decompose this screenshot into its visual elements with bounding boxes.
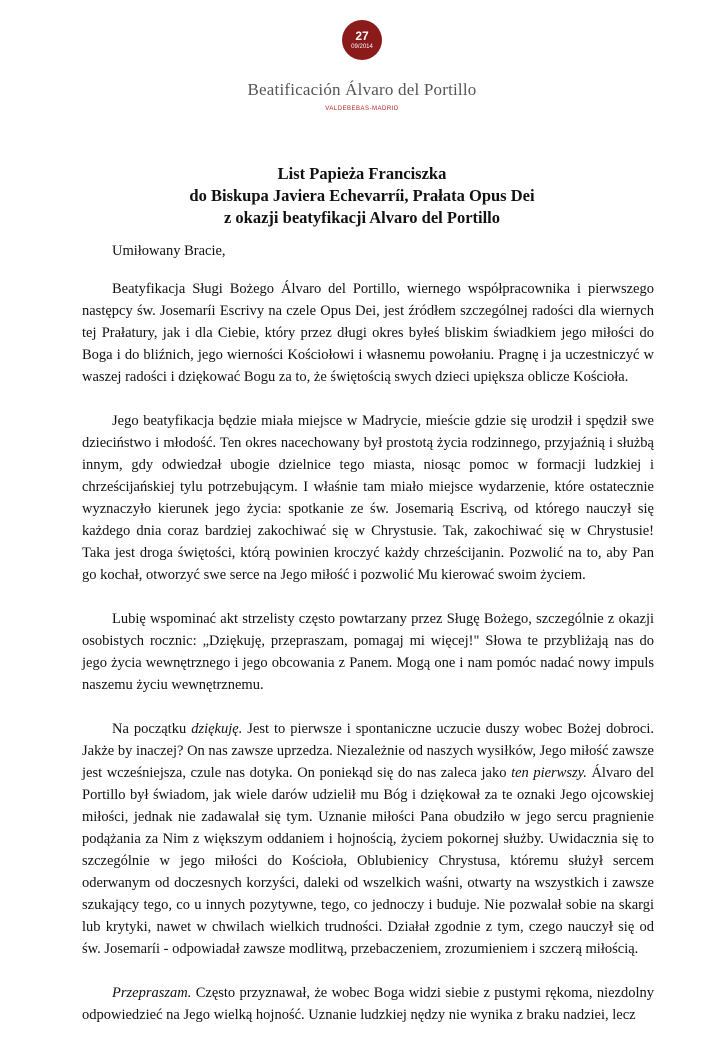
paragraph-1: Beatyfikacja Sługi Bożego Álvaro del Portillo, wiernego współpracownika i pierwszego następcy św. Josemaríi Escrivy na czele Opus Dei, jest źródłem szczególnej radości dla wiernych tej Prałatury, jak i dla Ciebie, który przez długi okres byłeś bliskim świadkiem jego miłości do Boga i do bliźnich, jego wierności Kościołowi i własnemu powołaniu. Pragnę i ja uczestniczyć w waszej radości i dziękować Bogu za to, że świętością swych dzieci upiększa oblicze Kościoła. [82, 281, 654, 385]
paragraph-4-emphasis-1: dziękuję. [191, 721, 243, 737]
paragraph-4-text-c: Álvaro del Portillo był świadom, jak wiele darów udzielił mu Bóg i dziękował za te oznaki Jego ojcowskiej miłości, jednak nie zadawalał się tym. Uznanie miłości Pana obudziło w jego sercu pragnienie podążania za Nim z większym oddaniem i hojnością, życiem pokornej służby. Uwidacznia się to szczególnie w jego miłości do Kościoła, Oblubienicy Chrystusa, któremu służył sercem oderwanym od doczesnych korzyści, daleki od wszelkich waśni, otwarty na wszystkich i zawsze szukający tego, co u innych pozytywne, tego, co jednoczy i buduje. Nie pozwalał sobie na skargi lub krytyki, nawet w chwilach wielkich trudności. Działał zgodnie z tym, czego nauczył się od św. Josemaríi - odpowiadał zawsze modlitwą, przebaczeniem, zrozumieniem i szczerą miłością. [82, 765, 654, 957]
brand-title: Beatificación Álvaro del Portillo [247, 80, 477, 99]
date-month: 09/2014 [351, 44, 373, 50]
page-header [0, 20, 724, 112]
paragraph-3: Lubię wspominać akt strzelisty często powtarzany przez Sługę Bożego, szczególnie z okazji osobistych rocznic: „Dziękuję, przepraszam, pomagaj mi więcej!" Słowa te przybliżają nas do jego życia wewnętrznego i jego obcowania z Panem. Mogą one i nam pomóc nadać nowy impuls naszemu życiu wewnętrznemu. [82, 611, 654, 693]
paragraph-2: Jego beatyfikacja będzie miała miejsce w Madrycie, mieście gdzie się urodził i spędził swe dzieciństwo i młodość. Ten okres nacechowany był prostotą życia rodzinnego, przyjaźnią i służbą innym, gdy odwiedzał ubogie dzielnice tego miasta, niosąc pomoc w formacji ludzkiej i chrześcijańskiej tylu potrzebującym. I właśnie tam miało miejsce wydarzenie, które ostatecznie wyznaczyło kierunek jego życia: spotkanie ze św. Josemarią Escrivą, od którego nauczył się każdego dnia coraz bardziej zakochiwać się w Chrystusie. Tak, zakochiwać się w Chrystusie! Taka jest droga świętości, którą powinien kroczyć każdy chrześcijanin. Pozwolić na to, aby Pan go kochał, otworzyć swe serce na Jego miłość i pozwolić Mu kierować swoim życiem. [82, 413, 654, 583]
paragraph-4-text-b: Jest to pierwsze i spontaniczne uczucie duszy wobec Bożej dobroci. Jakże by inaczej? On nas zawsze uprzedza. Niezależnie od naszych wysiłków, Jego miłość zawsze jest wcześniejsza, czule nas dotyka. On poniekąd się do nas zaleca jako [82, 721, 654, 781]
brand-subtitle: VALDEBEBAS-MADRID [325, 106, 399, 112]
salutation: Umiłowany Bracie, [112, 243, 226, 259]
paragraph-5 [82, 982, 654, 1026]
paragraph-4-text-a: Na początku [112, 721, 192, 737]
paragraph-4 [82, 718, 654, 960]
paragraph-5-text: Często przyznawał, że wobec Boga widzi siebie z pustymi rękoma, niezdolny odpowiedzieć na Jego wielką hojność. Uznanie ludzkiej nędzy nie wynika z braku nadziei, lecz [82, 985, 654, 1023]
title-line-3: z okazji beatyfikacji Alvaro del Portillo [223, 208, 501, 227]
date-day: 27 [355, 29, 369, 43]
paragraph-5-emphasis: Przepraszam. [112, 985, 192, 1001]
title-line-2: do Biskupa Javiera Echevarríi, Prałata Opus Dei [189, 186, 535, 205]
document-title [0, 163, 724, 229]
paragraph-4-emphasis-2: ten pierwszy. [511, 765, 587, 781]
title-line-1: List Papieża Franciszka [277, 164, 447, 183]
letter-body [82, 240, 654, 1048]
date-badge [342, 20, 382, 60]
